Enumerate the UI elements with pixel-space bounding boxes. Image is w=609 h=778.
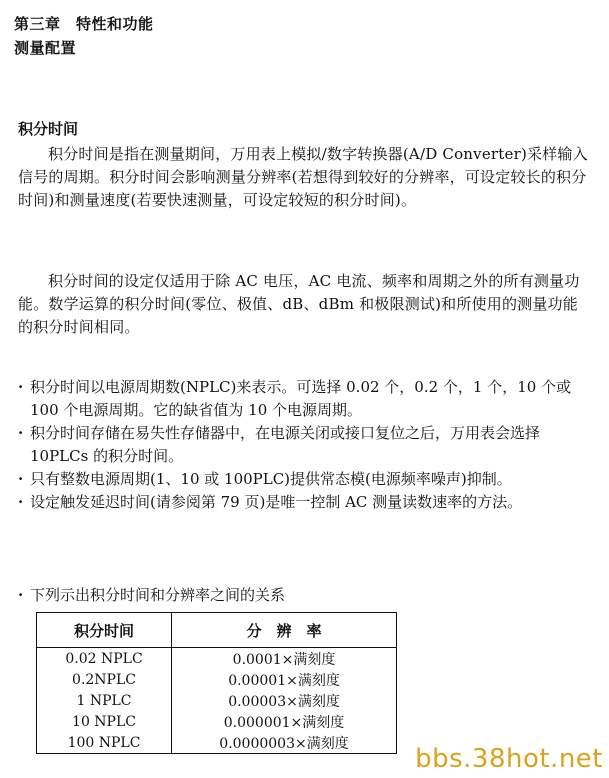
table-row: [37, 732, 397, 754]
table-header-row: [37, 613, 397, 648]
list-item: · 只有整数电源周期(1、10 或 100PLC)提供常态模(电源频率噪声)抑制。: [18, 468, 593, 491]
bullet-list: [18, 376, 593, 514]
paragraph-1-text: 积分时间是指在测量期间，万用表上模拟/数字转换器(A/D Converter)采样输入信号的周期。积分时间会影响测量分辨率(若想得到较好的分辨率，可设定较长的积分时间)和测量速度(若要快速测量，可设定较短的积分时间)。: [18, 145, 588, 209]
paragraph-2: [18, 270, 588, 339]
paragraph-1: [18, 143, 588, 212]
watermark: bbs.38hot.net: [415, 744, 603, 774]
table-cell: 0.0000003×满刻度: [172, 732, 397, 754]
table-cell: 0.02 NPLC: [37, 648, 172, 670]
table-cell: 0.00001×满刻度: [172, 669, 397, 690]
table-caption: · 下列示出积分时间和分辨率之间的关系: [18, 584, 593, 607]
paragraph-2-text: 积分时间的设定仅适用于除 AC 电压，AC 电流、频率和周期之外的所有测量功能。数学运算的积分时间(零位、极值、dB、dBm 和极限测试)和所使用的测量功能的积分时间相同。: [18, 272, 580, 336]
table-row: [37, 690, 397, 711]
page-subtitle: 测量配置: [14, 39, 77, 57]
table-caption-wrap: [18, 584, 593, 607]
table-cell: 100 NPLC: [37, 732, 172, 754]
list-item: · 设定触发延迟时间(请参阅第 79 页)是唯一控制 AC 测量读数速率的方法。: [18, 491, 593, 514]
table-cell: 0.00003×满刻度: [172, 690, 397, 711]
table-cell: 0.2NPLC: [37, 669, 172, 690]
table-row: [37, 711, 397, 732]
list-item: · 积分时间存储在易失性存储器中，在电源关闭或接口复位之后，万用表会选择 10PLCs 的积分时间。: [18, 422, 593, 468]
resolution-table: [36, 612, 397, 754]
table-cell: 1 NPLC: [37, 690, 172, 711]
section-heading: 积分时间: [18, 120, 79, 138]
table-row: [37, 648, 397, 670]
column-header-integration-time: 积分时间: [37, 613, 172, 648]
table-cell: 10 NPLC: [37, 711, 172, 732]
table-row: [37, 669, 397, 690]
list-item: · 积分时间以电源周期数(NPLC)来表示。可选择 0.02 个，0.2 个，1 个，10 个或 100 个电源周期。它的缺省值为 10 个电源周期。: [18, 376, 593, 422]
table-cell: 0.000001×满刻度: [172, 711, 397, 732]
chapter-title: 第三章 特性和功能: [14, 15, 154, 33]
column-header-resolution: 分 辨 率: [172, 613, 397, 648]
table-cell: 0.0001×满刻度: [172, 648, 397, 670]
